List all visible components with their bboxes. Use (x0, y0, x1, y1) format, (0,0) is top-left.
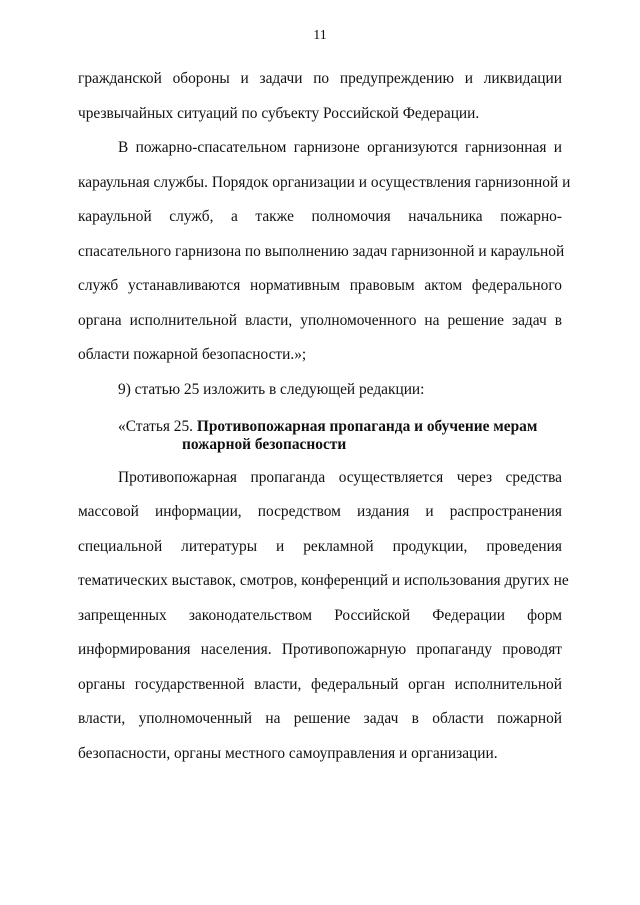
text-line: спасательного гарнизона по выполнению задач гарнизонной и караульной (78, 243, 565, 260)
text-line: В пожарно-спасательном гарнизоне организуются гарнизонная и (118, 139, 562, 156)
article-heading (118, 417, 537, 436)
text-line: 9) статью 25 изложить в следующей редакции: (118, 381, 425, 398)
text-line: органа исполнительной власти, уполномоченного на решение задач в (78, 312, 562, 329)
text-line: караульной служб, а также полномочия начальника пожарно- (78, 208, 562, 225)
text-line: гражданской обороны и задачи по предупреждению и ликвидации (78, 70, 562, 87)
text-line: области пожарной безопасности.»; (78, 346, 307, 363)
text-line: безопасности, органы местного самоуправления и организации. (78, 745, 498, 762)
article-title-line2: пожарной безопасности (182, 436, 347, 453)
text-line: запрещенных законодательством Российской Федерации форм (78, 607, 562, 624)
text-line: караульная службы. Порядок организации и осуществления гарнизонной и (78, 174, 571, 191)
text-line: специальной литературы и рекламной продукции, проведения (78, 538, 562, 555)
text-line: чрезвычайных ситуаций по субъекту Российской Федерации. (78, 105, 480, 122)
text-line: тематических выставок, смотров, конференций и использования других не (78, 572, 569, 589)
text-line: власти, уполномоченный на решение задач в области пожарной (78, 710, 562, 727)
text-line: массовой информации, посредством издания и распространения (78, 503, 562, 520)
article-prefix: «Статья 25. (118, 418, 197, 435)
article-title-line1: Противопожарная пропаганда и обучение мерам (196, 418, 538, 435)
text-line: служб устанавливаются нормативным правовым актом федерального (78, 277, 562, 294)
text-line: органы государственной власти, федеральный орган исполнительной (78, 676, 562, 693)
text-line: Противопожарная пропаганда осуществляется через средства (118, 469, 562, 486)
text-line: информирования населения. Противопожарную пропаганду проводят (78, 641, 562, 658)
page-number: 11 (313, 28, 327, 43)
